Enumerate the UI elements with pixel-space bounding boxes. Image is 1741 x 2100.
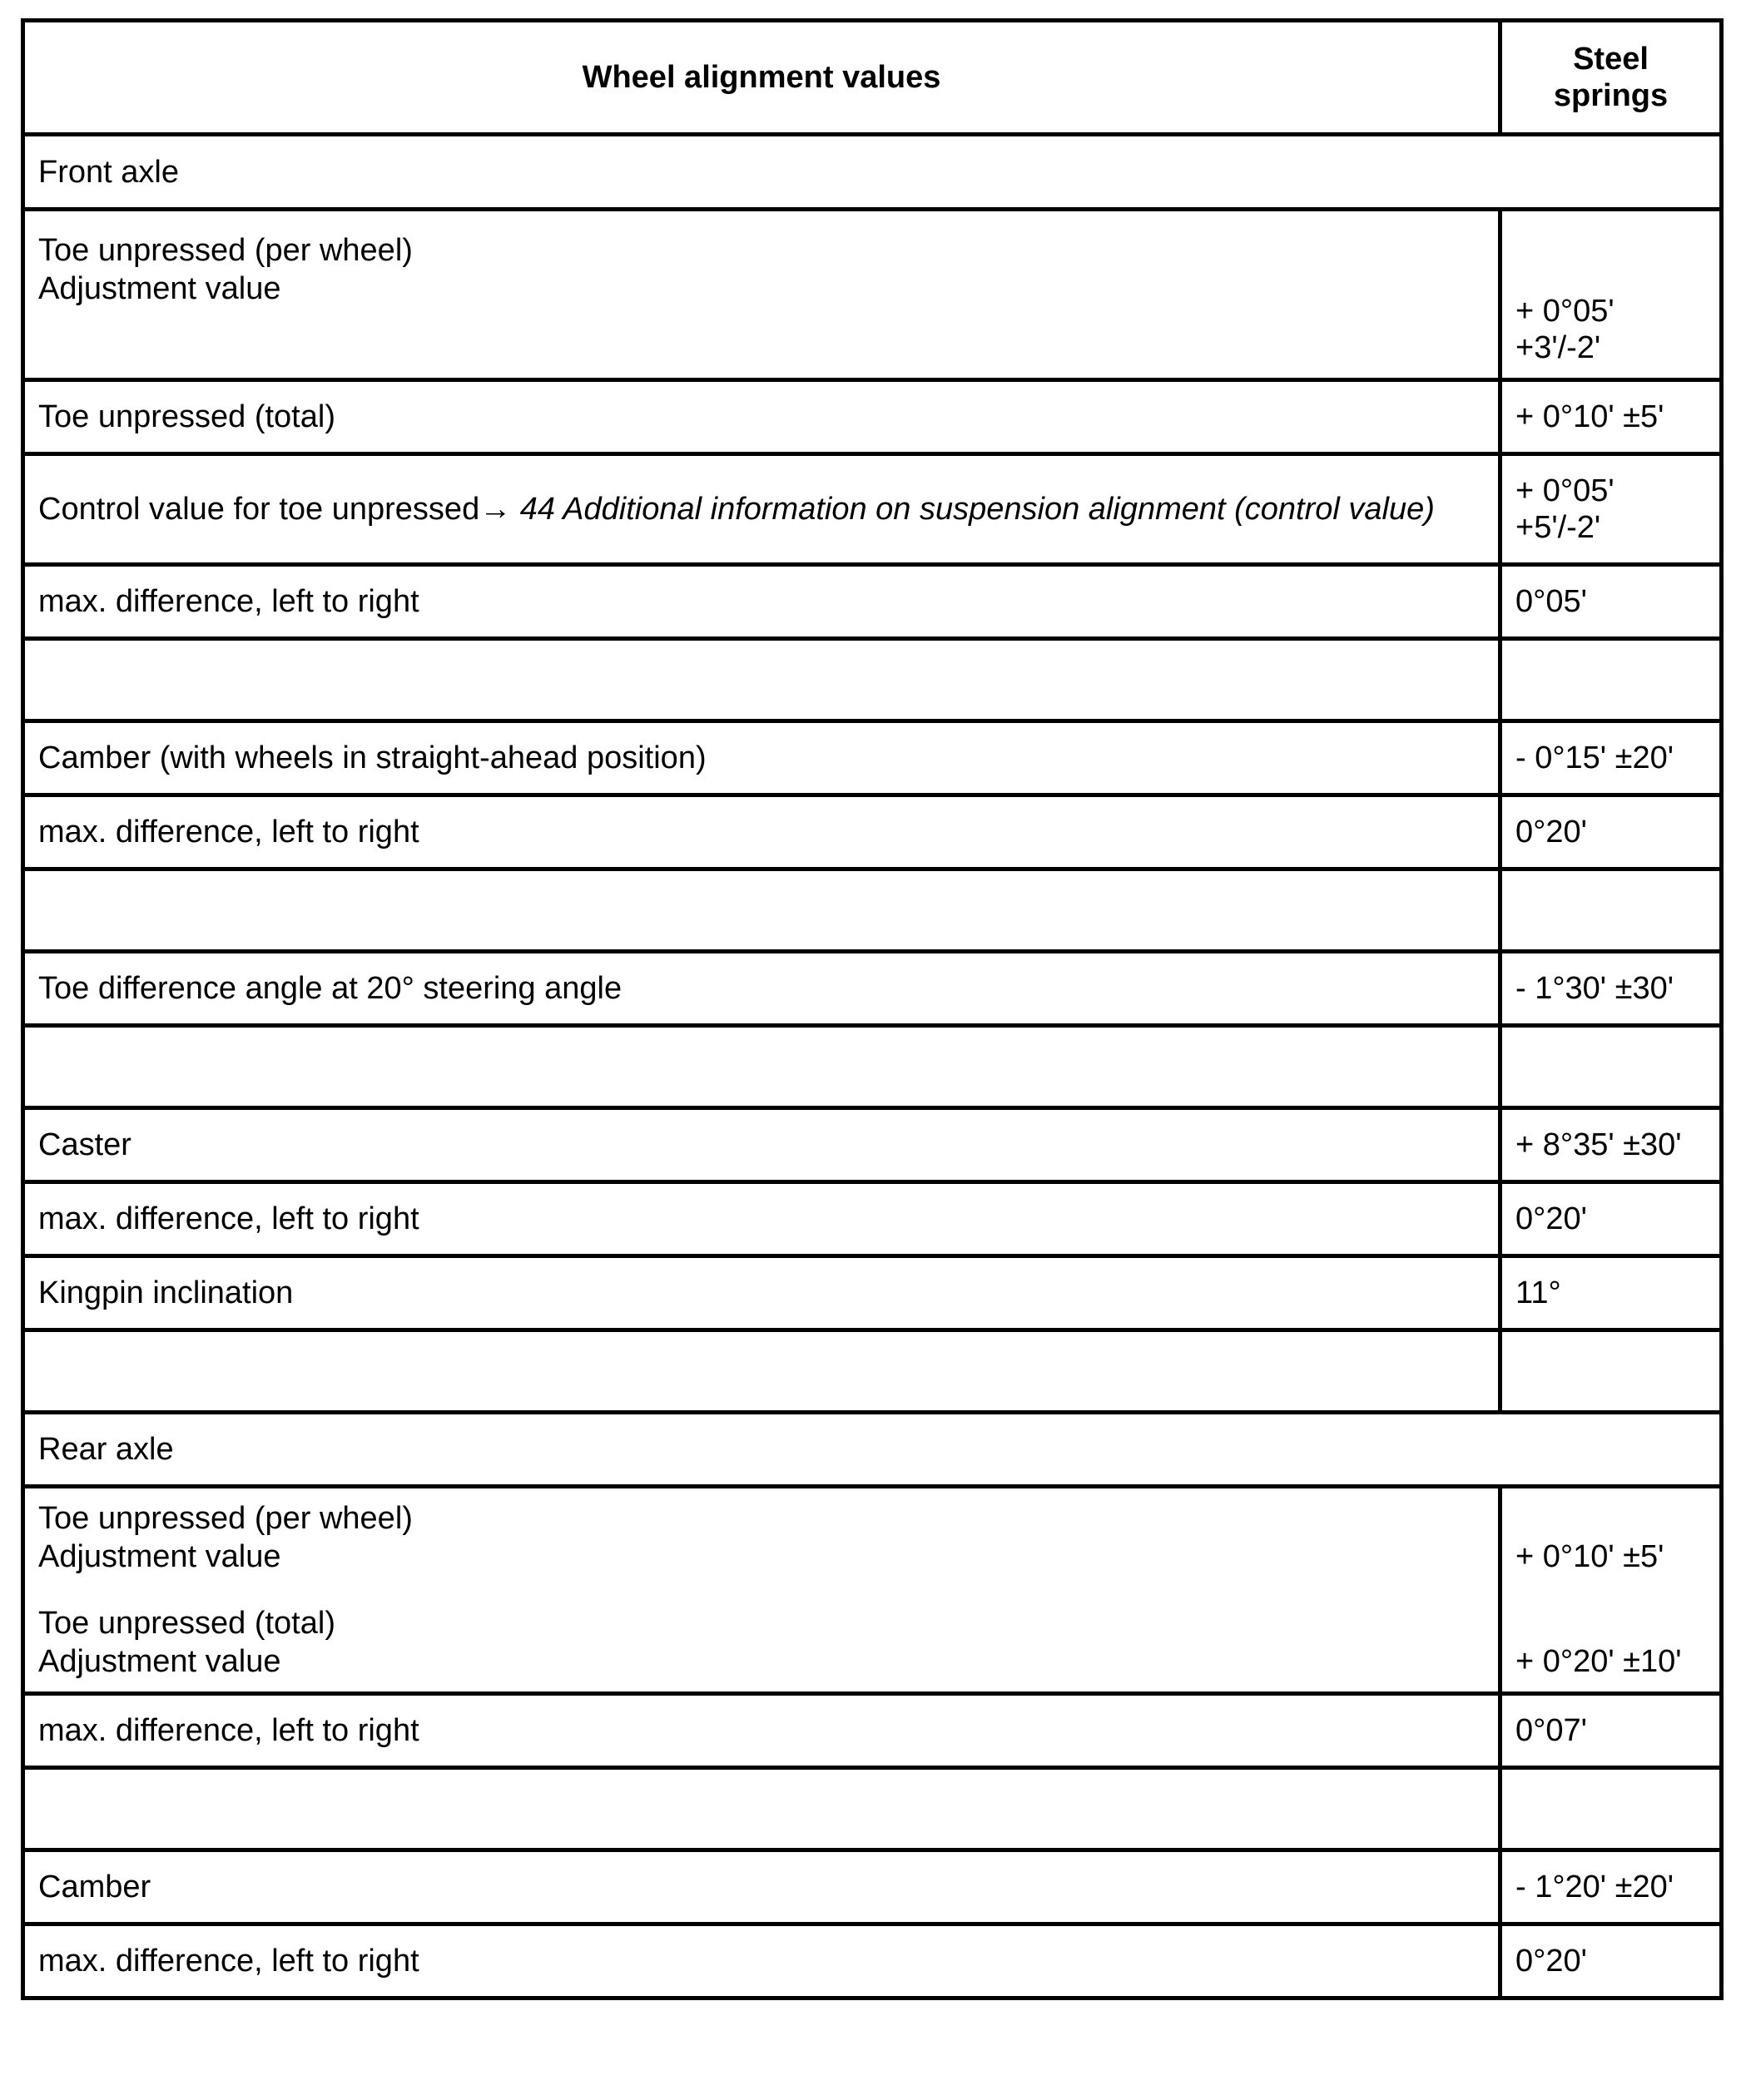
front-caster-label: Caster: [23, 1108, 1500, 1182]
rear-toe-total-value: + 0°20' ±10': [1515, 1644, 1682, 1679]
wheel-alignment-table: [21, 18, 1724, 2000]
table-row: [23, 565, 1722, 639]
empty-row: [23, 869, 1722, 952]
section-row-front-axle: [23, 135, 1722, 210]
table-row: [23, 952, 1722, 1026]
rear-camber-max-diff-value: 0°20': [1500, 1924, 1722, 1998]
section-label-front-axle: Front axle: [23, 135, 1722, 210]
front-toe-difference-value: - 1°30' ±30': [1500, 952, 1722, 1026]
front-control-value: + 0°05' +5'/-2': [1500, 454, 1722, 565]
front-toe-per-wheel-label: Toe unpressed (per wheel) Adjustment value: [23, 210, 1500, 380]
rear-max-diff-value: 0°07': [1500, 1694, 1722, 1768]
front-caster-max-diff-label: max. difference, left to right: [23, 1182, 1500, 1256]
rear-toe-labels: [23, 1487, 1500, 1694]
table-row: [23, 210, 1722, 380]
table-row: [23, 1850, 1722, 1924]
front-camber-max-diff-label: max. difference, left to right: [23, 795, 1500, 869]
front-kingpin-value: 11°: [1500, 1256, 1722, 1330]
empty-row: [23, 1026, 1722, 1108]
rear-toe-total-label-2: Adjustment value: [38, 1644, 281, 1679]
table-row: [23, 1924, 1722, 1998]
empty-row: [23, 1768, 1722, 1850]
empty-row: [23, 639, 1722, 721]
table-row: [23, 795, 1722, 869]
additional-info-link[interactable]: 44 Additional information on suspension alignment (control value): [519, 492, 1435, 527]
front-caster-max-diff-value: 0°20': [1500, 1182, 1722, 1256]
header-steel-springs: Steel springs: [1500, 21, 1722, 135]
rear-toe-values: [1500, 1487, 1722, 1694]
table-row: [23, 721, 1722, 795]
wheel-alignment-document: [21, 18, 1719, 2075]
table-row: [23, 454, 1722, 565]
header-wheel-alignment-values: Wheel alignment values: [23, 21, 1500, 135]
front-caster-value: + 8°35' ±30': [1500, 1108, 1722, 1182]
rear-toe-per-wheel-value: + 0°10' ±5': [1515, 1539, 1664, 1574]
table-row: [23, 1487, 1722, 1694]
empty-row: [23, 1330, 1722, 1413]
rear-camber-value: - 1°20' ±20': [1500, 1850, 1722, 1924]
front-kingpin-label: Kingpin inclination: [23, 1256, 1500, 1330]
front-control-value-label: Control value for toe unpressed→ 44 Additional information on suspension alignment (control value): [23, 454, 1500, 565]
front-camber-value: - 0°15' ±20': [1500, 721, 1722, 795]
section-row-rear-axle: [23, 1413, 1722, 1487]
table-row: [23, 1108, 1722, 1182]
front-max-diff-value: 0°05': [1500, 565, 1722, 639]
table-row: [23, 1256, 1722, 1330]
front-toe-total-value: + 0°10' ±5': [1500, 380, 1722, 454]
rear-camber-max-diff-label: max. difference, left to right: [23, 1924, 1500, 1998]
rear-toe-per-wheel-label-1: Toe unpressed (per wheel): [38, 1501, 413, 1536]
table-row: [23, 380, 1722, 454]
front-camber-max-diff-value: 0°20': [1500, 795, 1722, 869]
front-toe-per-wheel-value: + 0°05' +3'/-2': [1500, 210, 1722, 380]
front-max-diff-label: max. difference, left to right: [23, 565, 1500, 639]
rear-max-diff-label: max. difference, left to right: [23, 1694, 1500, 1768]
table-row: [23, 1694, 1722, 1768]
table-row: [23, 1182, 1722, 1256]
rear-camber-label: Camber: [23, 1850, 1500, 1924]
rear-toe-per-wheel-label-2: Adjustment value: [38, 1539, 281, 1574]
rear-toe-total-label-1: Toe unpressed (total): [38, 1606, 335, 1641]
front-toe-total-label: Toe unpressed (total): [23, 380, 1500, 454]
front-camber-label: Camber (with wheels in straight-ahead position): [23, 721, 1500, 795]
table-header-row: [23, 21, 1722, 135]
front-toe-difference-label: Toe difference angle at 20° steering angle: [23, 952, 1500, 1026]
section-label-rear-axle: Rear axle: [23, 1413, 1722, 1487]
